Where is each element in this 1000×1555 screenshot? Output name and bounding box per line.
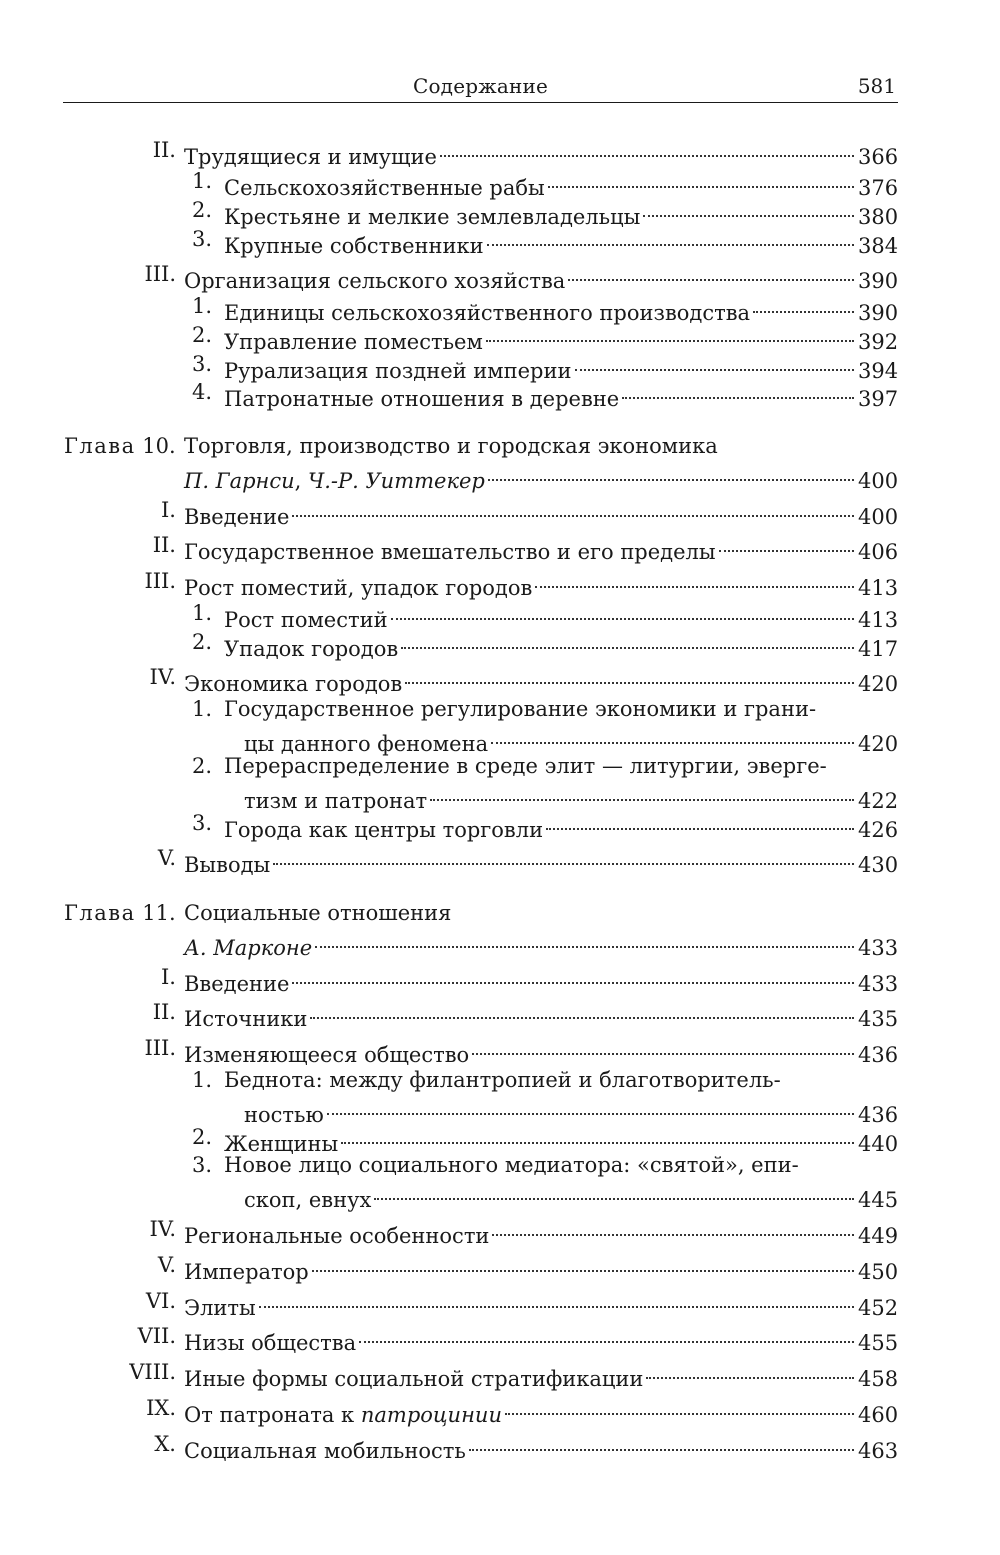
toc-entry[interactable] (184, 1034, 899, 1067)
chapter-authors: А. Марконе (184, 936, 313, 960)
toc-entry-label: Управление поместьем (224, 330, 483, 354)
dot-leader (719, 531, 854, 559)
dot-leader (491, 723, 854, 751)
chapter-10-heading[interactable] (64, 432, 176, 460)
toc-entry-page: 452 (858, 1296, 899, 1320)
toc-entry-page: 435 (858, 1007, 899, 1031)
toc-section-number: III. (144, 569, 176, 593)
toc-section-number: III. (144, 262, 176, 286)
toc-entry-label: Рост поместий (224, 608, 388, 632)
toc-entry-label: Сельскохозяйственные рабы (224, 176, 545, 200)
chapter-number: 11. (142, 901, 176, 925)
toc-entry-page: 450 (858, 1260, 899, 1284)
toc-subsection-number: 1. (191, 601, 212, 625)
toc-entry-label: Единицы сельскохозяйственного производства (224, 301, 751, 325)
toc-entry[interactable] (184, 1394, 899, 1427)
toc-subsection-number: 4. (191, 380, 212, 404)
toc-entry[interactable] (224, 809, 899, 842)
toc-entry[interactable] (184, 1287, 899, 1320)
toc-subsection-number: 1. (191, 169, 212, 193)
toc-entry-label: Социальная мобильность (184, 1439, 466, 1463)
toc-subsection-number: 2. (191, 323, 212, 347)
toc-entry[interactable] (224, 167, 899, 200)
toc-entry-authors[interactable] (184, 927, 899, 960)
toc-entry[interactable] (224, 1123, 899, 1156)
toc-entry-page: 400 (858, 469, 899, 493)
chapter-word: Глава (64, 434, 136, 458)
toc-entry-page: 366 (858, 145, 899, 169)
toc-entry-page: 392 (858, 330, 899, 354)
toc-entry-label-line2: скоп, евнух (244, 1188, 372, 1212)
toc-entry-label: Изменяющееся общество (184, 1043, 470, 1067)
toc-section-number: II. (152, 138, 176, 162)
dot-leader (646, 1358, 854, 1386)
toc-entry-label: Организация сельского хозяйства (184, 269, 566, 293)
dot-leader (753, 292, 854, 320)
toc-entry[interactable] (184, 567, 899, 600)
dot-leader (492, 1215, 854, 1243)
toc-subsection-number: 2. (191, 754, 212, 778)
toc-entry-label: Экономика городов (184, 672, 403, 696)
dot-leader (292, 496, 854, 524)
toc-section-number: V. (157, 1253, 176, 1277)
toc-entry-label: Рост поместий, упадок городов (184, 576, 533, 600)
toc-entry[interactable] (224, 225, 899, 258)
dot-leader (622, 378, 854, 406)
toc-entry-page: 406 (858, 540, 899, 564)
toc-entry[interactable] (184, 998, 899, 1031)
toc-entry-page: 380 (858, 205, 899, 229)
dot-leader (312, 1251, 854, 1279)
dot-leader (391, 599, 854, 627)
dot-leader (568, 260, 854, 288)
toc-entry-label: Упадок городов (224, 637, 399, 661)
chapter-authors: П. Гарнси, Ч.-Р. Уиттекер (184, 469, 485, 493)
toc-entry-label: От патроната к патроцинии (184, 1403, 502, 1427)
toc-section-number: II. (152, 533, 176, 557)
toc-section-number: V. (157, 846, 176, 870)
toc-subsection-number: 1. (191, 294, 212, 318)
toc-entry-label: Введение (184, 972, 290, 996)
toc-subsection-number: 3. (191, 811, 212, 835)
dot-leader (259, 1287, 854, 1315)
dot-leader (505, 1394, 854, 1422)
toc-entry-label: Элиты (184, 1296, 256, 1320)
toc-entry-label: Патронатные отношения в деревне (224, 387, 620, 411)
toc-entry-label: Крупные собственники (224, 234, 484, 258)
toc-entry-label: Низы общества (184, 1331, 357, 1355)
toc-entry-label: Иные формы социальной стратификации (184, 1367, 644, 1391)
toc-entry-label-line1[interactable]: Беднота: между филантропией и благотворитель- (224, 1068, 781, 1092)
toc-section-number: IV. (149, 665, 176, 689)
toc-entry-page: 449 (858, 1224, 899, 1248)
toc-entry-page: 413 (858, 608, 899, 632)
toc-entry[interactable] (244, 1094, 899, 1127)
toc-entry[interactable] (184, 136, 899, 169)
toc-entry-page: 417 (858, 637, 899, 661)
toc-entry[interactable] (184, 1215, 899, 1248)
dot-leader (374, 1179, 854, 1207)
dot-leader (341, 1123, 854, 1151)
dot-leader (401, 628, 854, 656)
toc-entry[interactable] (224, 628, 899, 661)
toc-entry[interactable] (224, 321, 899, 354)
toc-entry-label: Выводы (184, 853, 271, 877)
toc-entry[interactable] (224, 599, 899, 632)
dot-leader (430, 780, 854, 808)
toc-entry-page: 384 (858, 234, 899, 258)
toc-entry-page: 420 (858, 732, 899, 756)
dot-leader (292, 963, 854, 991)
toc-entry-label: Крестьяне и мелкие землевладельцы (224, 205, 641, 229)
toc-subsection-number: 1. (191, 1068, 212, 1092)
dot-leader (273, 844, 854, 872)
toc-entry-label-line2: цы данного феномена (244, 732, 489, 756)
toc-subsection-number: 3. (191, 352, 212, 376)
dot-leader (546, 809, 854, 837)
toc-entry[interactable] (184, 844, 899, 877)
toc-entry[interactable] (184, 963, 899, 996)
toc-entry-page: 436 (858, 1103, 899, 1127)
toc-section-number: VII. (137, 1324, 176, 1348)
toc-entry-page: 400 (858, 505, 899, 529)
toc-entry[interactable] (184, 1322, 899, 1355)
toc-entry[interactable] (224, 292, 899, 325)
toc-entry[interactable] (184, 260, 899, 293)
toc-entry[interactable] (184, 1430, 899, 1463)
toc-entry-page: 455 (858, 1331, 899, 1355)
dot-leader (488, 460, 854, 488)
toc-entry[interactable] (184, 1358, 899, 1391)
toc-entry-page: 430 (858, 853, 899, 877)
chapter-number: 10. (142, 434, 176, 458)
toc-section-number: IX. (146, 1396, 176, 1420)
toc-section-number: II. (152, 1000, 176, 1024)
toc-entry[interactable] (184, 663, 899, 696)
toc-entry-label: Трудящиеся и имущие (184, 145, 437, 169)
toc-entry-authors[interactable] (184, 460, 899, 493)
chapter-title: Торговля, производство и городская экономика (184, 434, 718, 458)
toc-entry-label-line2: ностью (244, 1103, 324, 1127)
toc-entry-label: Города как центры торговли (224, 818, 544, 842)
dot-leader (575, 350, 855, 378)
toc-entry-page: 433 (858, 972, 899, 996)
toc-section-number: I. (161, 965, 176, 989)
toc-section-number: VIII. (129, 1360, 176, 1384)
dot-leader (405, 663, 854, 691)
toc-entry-page: 440 (858, 1132, 899, 1156)
toc-entry-page: 436 (858, 1043, 899, 1067)
toc-subsection-number: 1. (191, 697, 212, 721)
toc-entry[interactable] (184, 531, 899, 564)
toc-entry-page: 390 (858, 301, 899, 325)
toc-entry-page: 433 (858, 936, 899, 960)
toc-subsection-number: 3. (191, 1153, 212, 1177)
dot-leader (548, 167, 854, 195)
dot-leader (359, 1322, 854, 1350)
running-header (63, 72, 898, 103)
toc-entry-label-line1[interactable]: Государственное регулирование экономики и грани- (224, 697, 817, 721)
dot-leader (535, 567, 854, 595)
toc-section-number: III. (144, 1036, 176, 1060)
dot-leader (315, 927, 854, 955)
toc-entry-page: 458 (858, 1367, 899, 1391)
toc-entry[interactable] (244, 780, 899, 813)
dot-leader (327, 1094, 854, 1122)
toc-entry-page: 445 (858, 1188, 899, 1212)
toc-entry[interactable] (244, 1179, 899, 1212)
toc-entry[interactable] (244, 723, 899, 756)
toc-entry[interactable] (224, 196, 899, 229)
toc-entry[interactable] (184, 496, 899, 529)
toc-entry-label: Император (184, 1260, 309, 1284)
toc-section-number: I. (161, 498, 176, 522)
dot-leader (643, 196, 854, 224)
chapter-11-heading[interactable] (64, 899, 176, 927)
toc-entry-page: 463 (858, 1439, 899, 1463)
toc-subsection-number: 3. (191, 227, 212, 251)
toc-entry-page: 397 (858, 387, 899, 411)
toc-entry-page: 460 (858, 1403, 899, 1427)
chapter-word: Глава (64, 901, 136, 925)
toc-entry-page: 420 (858, 672, 899, 696)
toc-section-number: IV. (149, 1217, 176, 1241)
toc-entry-page: 394 (858, 359, 899, 383)
toc-section-number: VI. (145, 1289, 176, 1313)
dot-leader (472, 1034, 854, 1062)
toc-subsection-number: 2. (191, 630, 212, 654)
toc-entry-page: 426 (858, 818, 899, 842)
toc-entry-label-line1[interactable]: Перераспределение в среде элит — литургии, эверге- (224, 754, 827, 778)
dot-leader (486, 321, 854, 349)
toc-entry-label-line1[interactable]: Новое лицо социального медиатора: «святой», епи- (224, 1153, 799, 1177)
toc-entry-page: 422 (858, 789, 899, 813)
toc-section-number: X. (154, 1432, 176, 1456)
running-title: Содержание (412, 74, 549, 98)
toc-entry-label: Женщины (224, 1132, 339, 1156)
dot-leader (487, 225, 854, 253)
chapter-title: Социальные отношения (184, 901, 452, 925)
toc-entry[interactable] (224, 378, 899, 411)
toc-entry-label: Рурализация поздней империи (224, 359, 572, 383)
toc-entry-page: 413 (858, 576, 899, 600)
toc-entry-label-line2: тизм и патронат (244, 789, 428, 813)
toc-entry[interactable] (184, 1251, 899, 1284)
page-number: 581 (857, 74, 896, 98)
toc-entry[interactable] (224, 350, 899, 383)
toc-entry-page: 376 (858, 176, 899, 200)
dot-leader (440, 136, 854, 164)
toc-entry-page: 390 (858, 269, 899, 293)
toc-subsection-number: 2. (191, 198, 212, 222)
dot-leader (310, 998, 854, 1026)
dot-leader (469, 1430, 854, 1458)
toc-entry-label: Источники (184, 1007, 308, 1031)
toc-entry-label: Введение (184, 505, 290, 529)
toc-entry-label: Государственное вмешательство и его пределы (184, 540, 716, 564)
toc-subsection-number: 2. (191, 1125, 212, 1149)
toc-entry-label: Региональные особенности (184, 1224, 490, 1248)
